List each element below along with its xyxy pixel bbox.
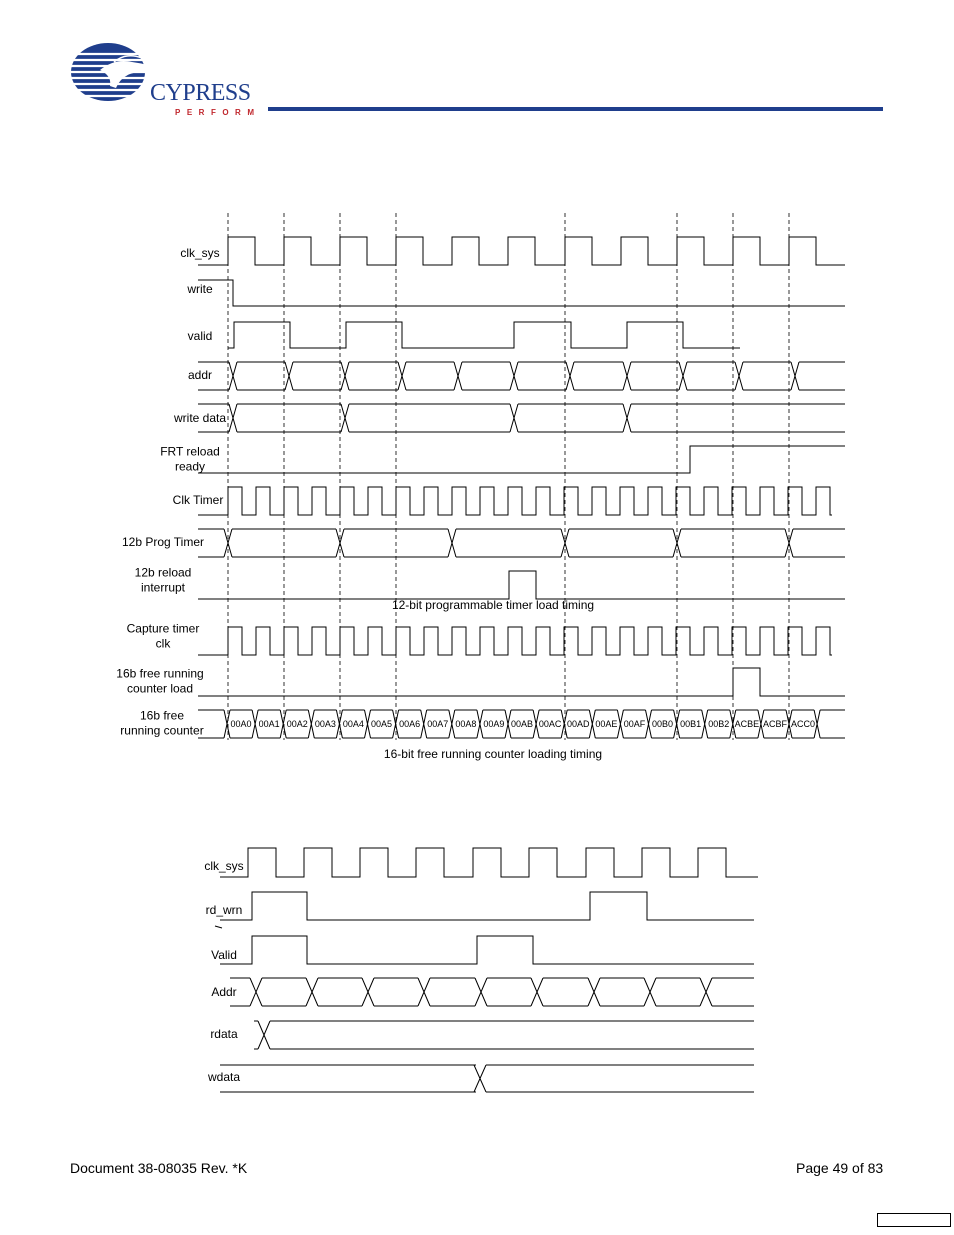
addr-bus-transition	[735, 362, 743, 390]
caption-12bit: 12-bit programmable timer load timing	[391, 598, 595, 612]
frc-bus-transition	[449, 710, 455, 738]
addr-2-bus-transition	[588, 978, 600, 1006]
signal-label-valid: valid	[187, 329, 213, 343]
addr-2-bus-transition	[306, 978, 318, 1006]
signal-label-wdata: wdata	[207, 1070, 241, 1084]
counter-value: 00B1	[680, 719, 702, 729]
counter-value: 00A7	[427, 719, 449, 729]
addr-2-bus-segment	[656, 978, 700, 1006]
frc-bus-transition	[646, 710, 652, 738]
rd-wrn-arrow	[215, 926, 222, 928]
signal-label-addr: addr	[187, 368, 213, 382]
addr-2-bus-segment	[712, 978, 754, 1006]
frc-bus-transition	[702, 710, 708, 738]
counter-value: 00A4	[342, 719, 364, 729]
signal-label-clk_sys: clk_sys	[204, 859, 244, 873]
capture-clk-waveform	[228, 627, 832, 655]
counter-value: ACBF	[762, 719, 787, 729]
header-rule	[268, 107, 883, 111]
addr-bus-transition	[229, 362, 237, 390]
frc-bus-transition	[308, 710, 314, 738]
frc-bus-transition	[336, 710, 342, 738]
prog-timer-bus-segment	[569, 529, 673, 557]
signal-label-frt_reload: ready	[174, 459, 206, 474]
addr-bus-segment	[406, 362, 454, 390]
prog-timer-bus-segment	[456, 529, 561, 557]
addr-bus-transition	[398, 362, 406, 390]
signal-label-rd_wrn: rd_wrn	[205, 903, 243, 917]
addr-bus-transition	[679, 362, 687, 390]
wdata-bus-transition	[474, 1065, 486, 1092]
addr-2-bus-segment	[374, 978, 418, 1006]
signal-label-frc_load: 16b free running	[116, 666, 204, 681]
clk-sys-2-waveform	[220, 848, 758, 877]
counter-value: 00AD	[566, 719, 590, 729]
cypress-logo	[70, 40, 260, 120]
addr-bus-transition	[791, 362, 799, 390]
write-data-bus-transition	[623, 404, 631, 432]
rdata-bus-segment	[270, 1021, 754, 1049]
write-waveform	[198, 280, 845, 306]
addr-bus-segment	[518, 362, 566, 390]
addr-bus-segment	[687, 362, 735, 390]
signal-label-clk_sys: clk_sys	[180, 246, 220, 260]
frc-bus-transition	[224, 710, 230, 738]
addr-2-bus-segment	[318, 978, 362, 1006]
write-data-bus-segment	[631, 404, 845, 432]
signal-label-frc: 16b free	[139, 708, 185, 723]
rd-wrn-waveform	[220, 892, 754, 920]
caption-16bit: 16-bit free running counter loading timing	[383, 747, 603, 761]
addr-bus-segment	[462, 362, 510, 390]
counter-value: 00A2	[286, 719, 308, 729]
addr-bus-segment	[574, 362, 623, 390]
timing-diagram-read-write	[0, 830, 954, 1110]
addr-2-bus-segment	[430, 978, 475, 1006]
signal-label-clk_timer: Clk Timer	[172, 493, 224, 507]
document-number: Document 38-08035 Rev. *K	[70, 1160, 248, 1176]
frc-bus-transition	[365, 710, 371, 738]
frc-bus-transition	[252, 710, 258, 738]
signal-label-reload_int: interrupt	[140, 580, 186, 595]
counter-value: 00AE	[595, 719, 618, 729]
addr-bus-transition	[341, 362, 349, 390]
addr-2-bus-transition	[418, 978, 430, 1006]
signal-label-addr: Addr	[211, 985, 237, 999]
addr-2-bus-segment	[600, 978, 644, 1006]
valid-2-waveform	[220, 936, 754, 964]
frc-bus-segment	[820, 710, 845, 738]
signal-label-write: write	[187, 282, 213, 296]
addr-bus-transition	[454, 362, 462, 390]
write-data-bus-segment	[518, 404, 623, 432]
valid-waveform	[228, 322, 740, 348]
write-data-bus-segment	[237, 404, 341, 432]
signal-label-frc: running counter	[120, 723, 204, 738]
frc-load-waveform	[198, 668, 845, 696]
counter-value: 00A3	[314, 719, 336, 729]
counter-value: 00A8	[455, 719, 477, 729]
counter-value: 00B2	[708, 719, 730, 729]
addr-2-bus-transition	[531, 978, 543, 1006]
counter-value: ACC0	[791, 719, 816, 729]
addr-bus-segment	[349, 362, 398, 390]
page-number: Page 49 of 83	[796, 1160, 884, 1176]
counter-value: 00A0	[230, 719, 252, 729]
addr-2-bus-transition	[700, 978, 712, 1006]
signal-label-reload_int: 12b reload	[134, 565, 192, 580]
signal-label-capture_clk: clk	[155, 636, 171, 651]
counter-value: 00AF	[623, 719, 646, 729]
frc-bus-transition	[477, 710, 483, 738]
counter-value: 00AB	[511, 719, 534, 729]
brand-name: CYPRESS	[150, 80, 251, 106]
signal-label-write_data: write data	[173, 411, 227, 425]
counter-value: 00A1	[258, 719, 280, 729]
clk-sys-waveform	[198, 237, 845, 265]
prog-timer-bus-segment	[793, 529, 845, 557]
corner-box	[877, 1213, 951, 1227]
signal-label-prog_timer: 12b Prog Timer	[121, 535, 205, 549]
addr-bus-segment	[237, 362, 285, 390]
signal-label-valid: Valid	[211, 948, 237, 962]
write-data-bus-transition	[229, 404, 237, 432]
counter-value: ACBE	[734, 719, 760, 729]
rdata-bus-transition	[258, 1021, 270, 1049]
frt-reload-ready-waveform	[198, 446, 845, 473]
signal-label-frt_reload: FRT reload	[160, 444, 220, 459]
wdata-bus-segment	[486, 1065, 754, 1092]
brand-tagline: PERFORM	[175, 108, 260, 117]
addr-2-bus-transition	[475, 978, 487, 1006]
signal-label-capture_clk: Capture timer	[126, 621, 200, 636]
write-data-bus-segment	[349, 404, 510, 432]
addr-bus-transition	[566, 362, 574, 390]
wdata-segment	[220, 1065, 474, 1092]
addr-bus-transition	[510, 362, 518, 390]
addr-bus-segment	[799, 362, 845, 390]
counter-value: 00AC	[538, 719, 562, 729]
addr-bus-segment	[743, 362, 791, 390]
addr-bus-segment	[293, 362, 341, 390]
addr-2-bus-segment	[487, 978, 531, 1006]
counter-value: 00A9	[483, 719, 505, 729]
counter-value: 00B0	[652, 719, 674, 729]
frc-bus-transition	[421, 710, 427, 738]
rdata-bus-segment	[254, 1021, 258, 1049]
frc-bus-transition	[280, 710, 286, 738]
addr-bus-segment	[631, 362, 679, 390]
addr-2-bus-segment	[543, 978, 588, 1006]
addr-bus-transition	[285, 362, 293, 390]
counter-value: 00A6	[399, 719, 421, 729]
addr-2-bus-transition	[362, 978, 374, 1006]
addr-2-bus-transition	[644, 978, 656, 1006]
addr-2-bus-segment	[262, 978, 306, 1006]
addr-2-bus-transition	[250, 978, 262, 1006]
timing-diagram-frt-load	[0, 200, 954, 780]
clk-timer-waveform	[228, 487, 832, 515]
addr-bus-transition	[623, 362, 631, 390]
reload-interrupt-waveform	[198, 571, 845, 599]
signal-label-frc_load: counter load	[126, 681, 194, 696]
write-data-bus-transition	[341, 404, 349, 432]
counter-value: 00A5	[371, 719, 393, 729]
frc-bus-transition	[617, 710, 623, 738]
prog-timer-bus-transition	[448, 529, 456, 557]
signal-label-rdata: rdata	[210, 1027, 238, 1041]
write-data-bus-transition	[510, 404, 518, 432]
